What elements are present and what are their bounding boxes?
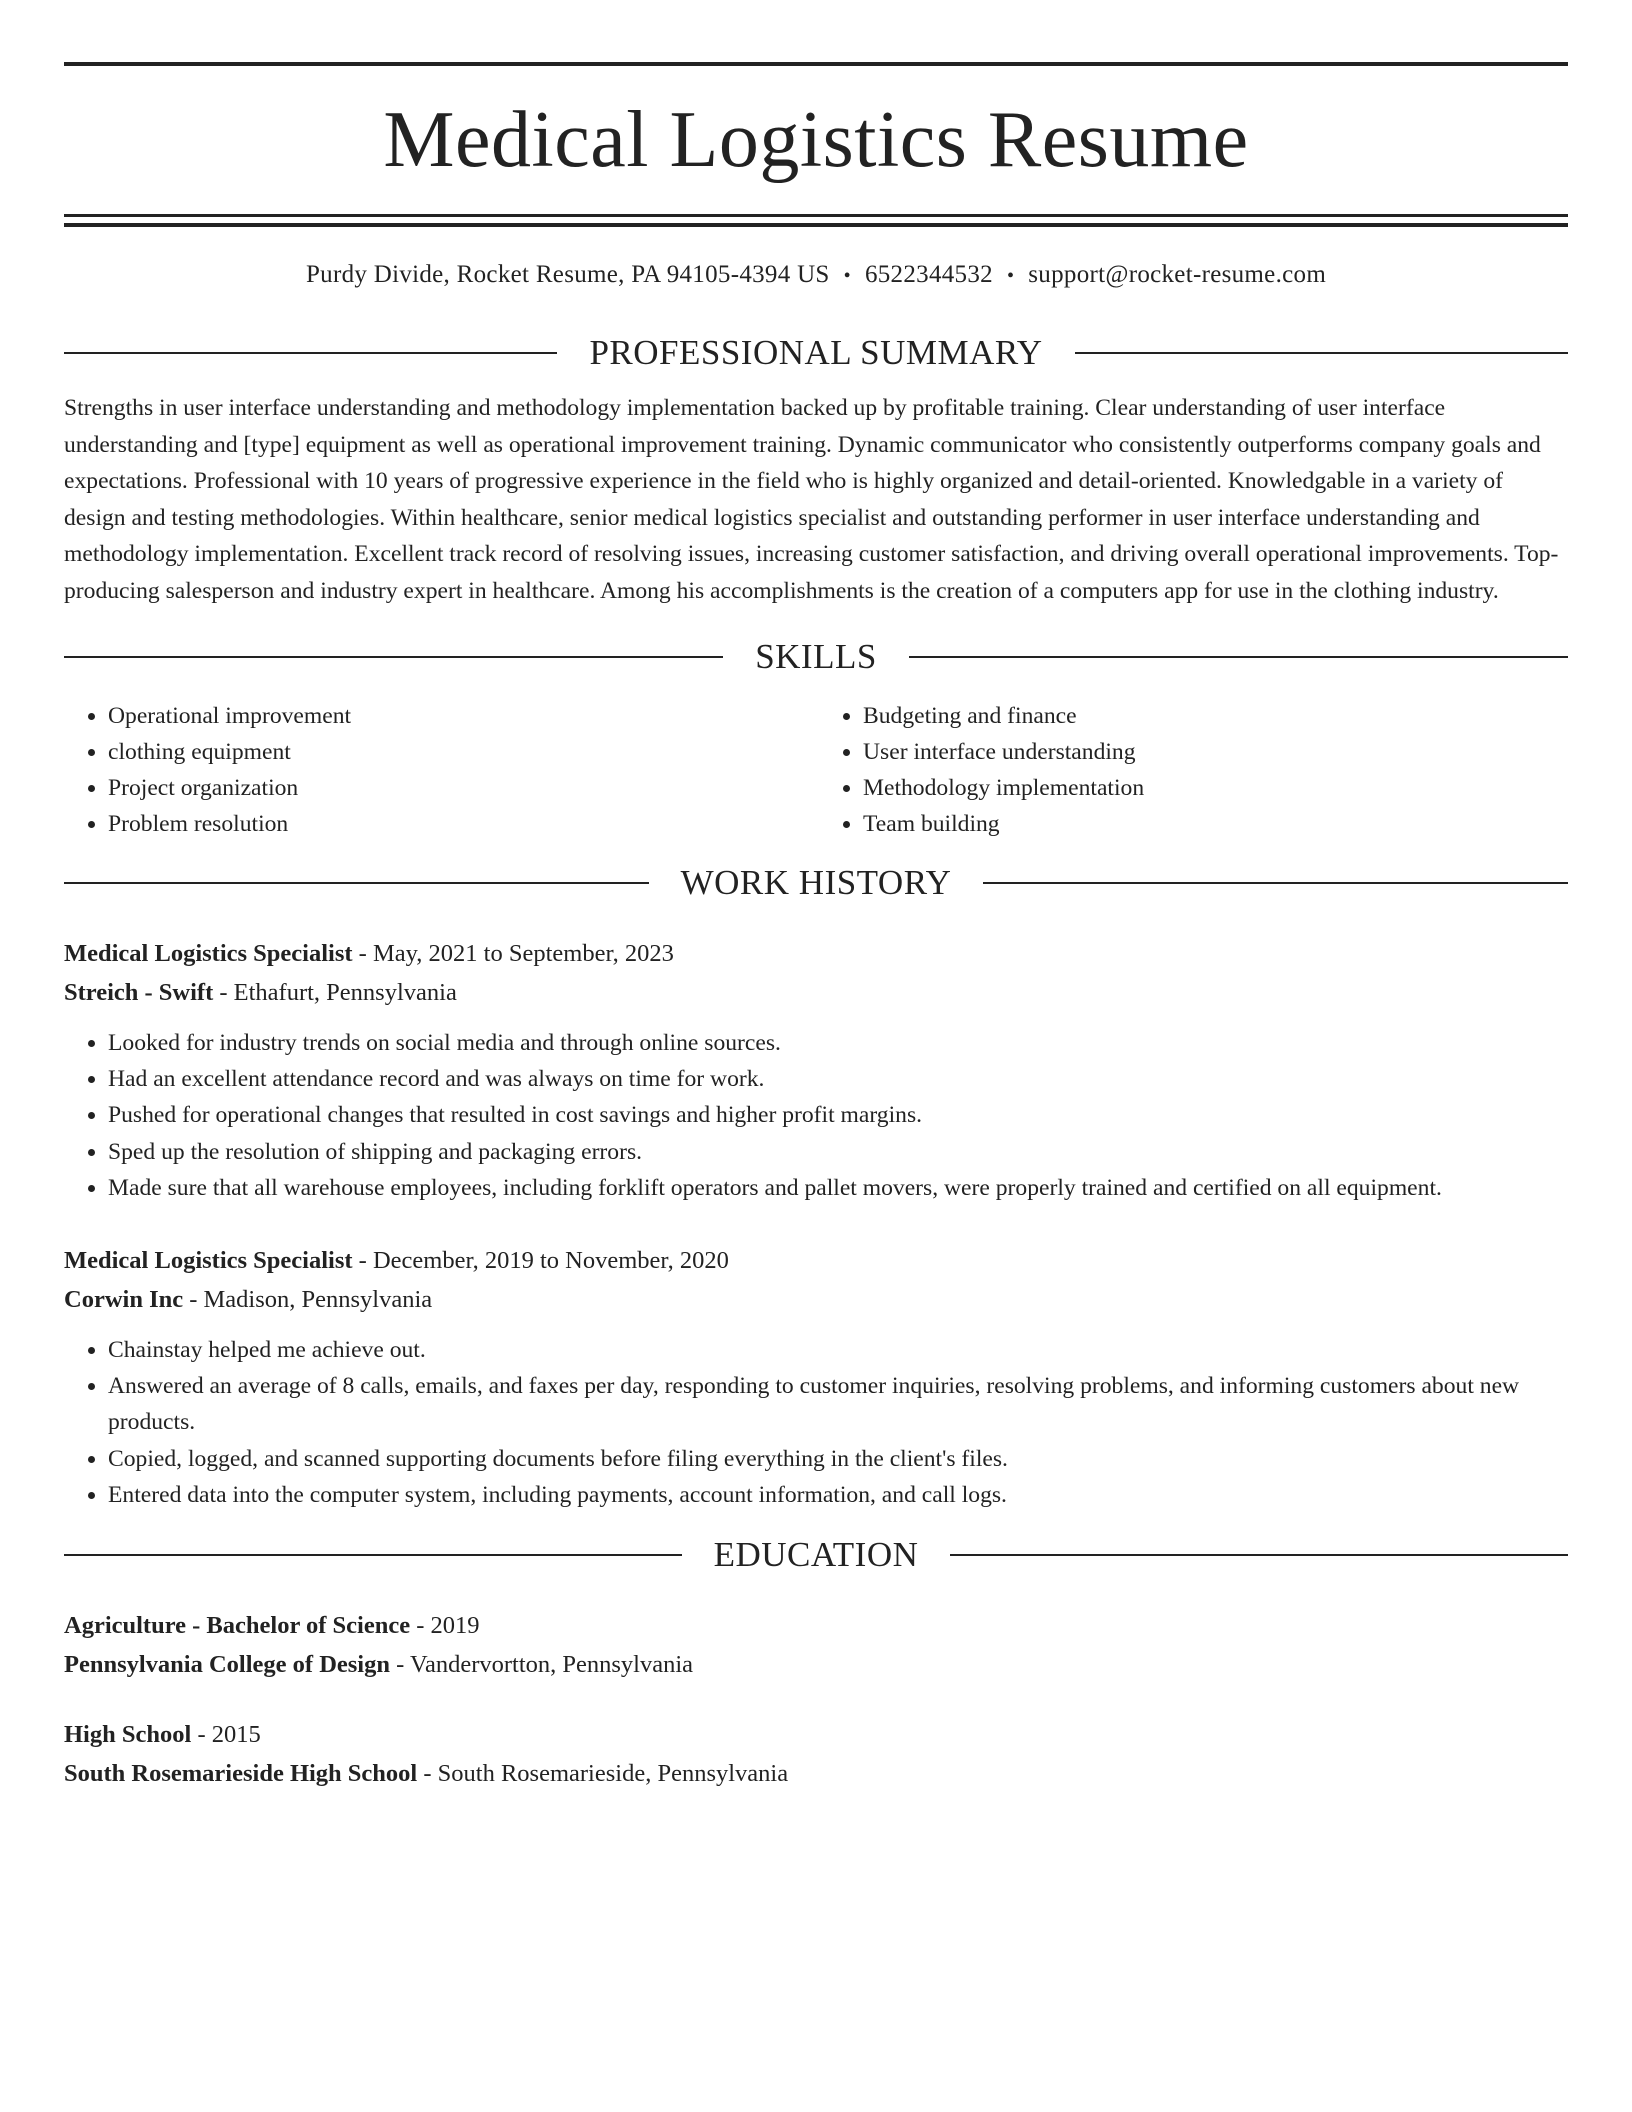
heading-rule-right [909,656,1568,658]
education-degree: High School [64,1720,192,1748]
skill-item: • Budgeting and finance [863,698,1568,734]
skills-title: SKILLS [755,636,877,676]
job-bullet: • Pushed for operational changes that resulted in cost savings and higher profit margins. [108,1097,1568,1133]
contact-address: Purdy Divide, Rocket Resume, PA 94105-4394 US [305,261,830,288]
skills-column-left [64,698,813,842]
job-bullet: • Copied, logged, and scanned supporting documents before filing everything in the client's files. [108,1441,1568,1477]
work-title: WORK HISTORY [680,862,952,902]
job-bullet: • Entered data into the computer system, including payments, account information, and call logs. [108,1477,1568,1513]
job-role-line [64,934,1568,974]
job-dates: - May, 2021 to September, 2023 [352,939,674,967]
job-entry [64,934,1568,1207]
resume-page [64,62,1568,1794]
heading-rule-left [64,882,649,884]
heading-rule-right [1075,352,1568,354]
heading-rule-left [64,1554,682,1556]
skills-list [64,698,1568,842]
job-bullet: • Sped up the resolution of shipping and packaging errors. [108,1134,1568,1170]
job-bullet: • Had an excellent attendance record and was always on time for work. [108,1061,1568,1097]
heading-rule-right [950,1554,1568,1556]
job-role: Medical Logistics Specialist [64,1246,353,1274]
contact-line [64,258,1568,293]
job-company-line [64,973,1568,1013]
job-location: - Madison, Pennsylvania [183,1286,433,1314]
contact-separator: • [843,265,851,287]
heading-rule-right [983,882,1568,884]
contact-separator: • [1006,265,1015,287]
skills-heading [64,636,1568,678]
contact-phone[interactable]: 6522344532 [864,261,993,288]
skill-item: • Team building [863,806,1568,842]
education-degree-line [64,1715,1568,1755]
education-year: - 2015 [191,1720,261,1748]
job-role-line [64,1241,1568,1281]
education-year: - 2019 [410,1611,480,1639]
job-role: Medical Logistics Specialist [64,939,353,967]
job-company: Streich - Swift [64,979,214,1007]
education-school: South Rosemarieside High School [64,1760,418,1788]
education-school-line [64,1754,1568,1794]
job-bullets [64,1332,1568,1514]
skill-item: • clothing equipment [108,734,813,770]
skill-item: • Project organization [108,770,813,806]
job-bullets [64,1025,1568,1207]
education-location: - Vandervortton, Pennsylvania [390,1651,694,1679]
skill-item: • User interface understanding [863,734,1568,770]
work-heading [64,862,1568,904]
skills-column-right [813,698,1568,842]
summary-heading [64,332,1568,374]
job-company: Corwin Inc [64,1286,184,1314]
education-title: EDUCATION [713,1534,919,1574]
education-school: Pennsylvania College of Design [64,1651,390,1679]
skill-item: • Problem resolution [108,806,813,842]
skill-item: • Operational improvement [108,698,813,734]
job-company-line [64,1280,1568,1320]
education-school-line [64,1645,1568,1685]
job-entry [64,1241,1568,1514]
title-double-rule [64,214,1568,227]
job-bullet: • Looked for industry trends on social media and through online sources. [108,1025,1568,1061]
heading-rule-left [64,352,557,354]
job-location: - Ethafurt, Pennsylvania [213,979,457,1007]
job-dates: - December, 2019 to November, 2020 [352,1246,729,1274]
education-degree-line [64,1606,1568,1646]
education-entry [64,1715,1568,1794]
contact-email[interactable]: support@rocket-resume.com [1028,261,1327,288]
summary-text: Strengths in user interface understanding and methodology implementation backed up by profitable training. Clear understanding of user interface understanding and [type] equipment as well as operational improvement training. Dynamic communicator who consistently outperforms company goals and expectations. Professional with 10 years of progressive experience in the field who is highly organized and detail-oriented. Knowledgable in a variety of design and testing methodologies. Within healthcare, senior medical logistics specialist and outstanding performer in user interface understanding and methodology implementation. Excellent track record of resolving issues, increasing customer satisfaction, and driving overall operational improvements. Top-producing salesperson and industry expert in healthcare. Among his accomplishments is the creation of a computers app for use in the clothing industry. [64,395,1559,604]
heading-rule-left [64,656,723,658]
education-heading [64,1534,1568,1576]
education-degree: Agriculture - Bachelor of Science [64,1611,411,1639]
job-bullet: • Made sure that all warehouse employees, including forklift operators and pallet movers, were properly trained and certified on all equipment. [108,1170,1568,1206]
education-location: - South Rosemarieside, Pennsylvania [417,1760,789,1788]
skill-item: • Methodology implementation [863,770,1568,806]
job-bullet: • Chainstay helped me achieve out. [108,1332,1568,1368]
resume-title: Medical Logistics Resume [383,96,1249,184]
education-entry [64,1606,1568,1685]
job-bullet: • Answered an average of 8 calls, emails, and faxes per day, responding to customer inquiries, resolving problems, and informing customers about new products. [108,1368,1568,1441]
top-rule [64,62,1568,66]
summary-title: PROFESSIONAL SUMMARY [589,333,1043,372]
